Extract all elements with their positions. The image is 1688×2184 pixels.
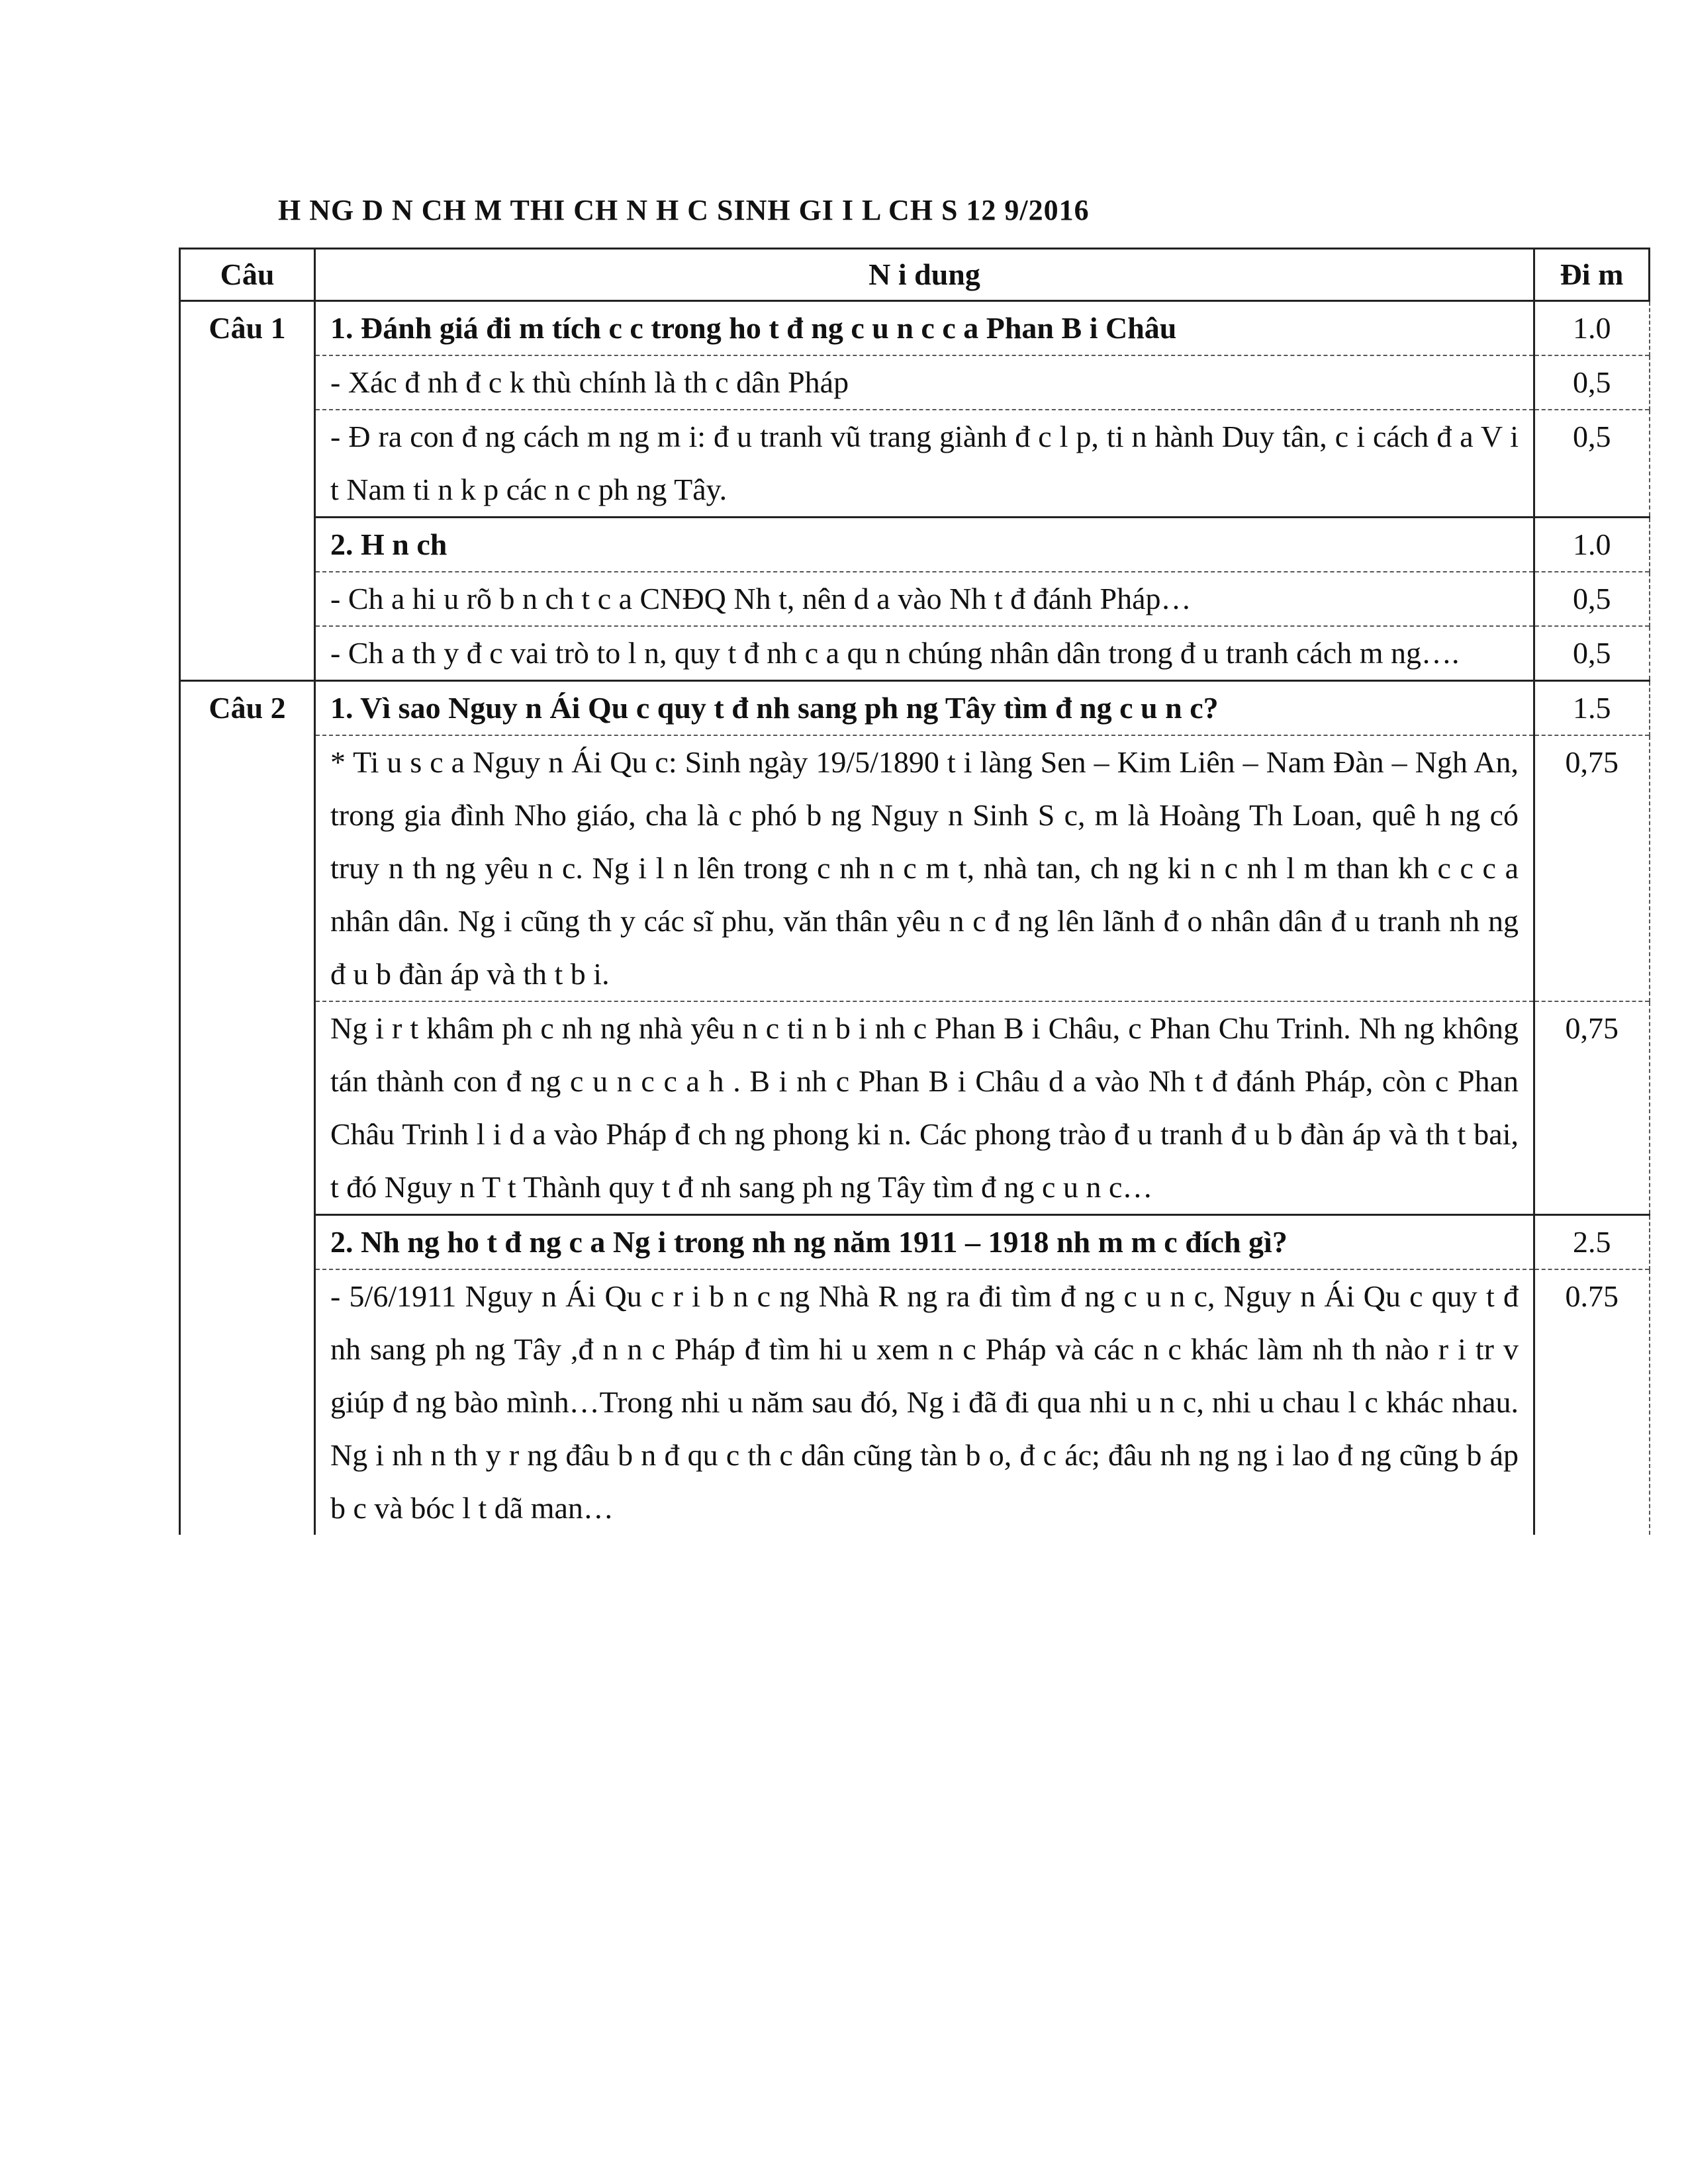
score-cell: 0,5 [1534,355,1650,410]
section-heading: 1. Đánh giá đi m tích c c trong ho t đ ng c u n c c a Phan B i Châu [315,301,1534,356]
score-cell: 1.5 [1534,681,1650,736]
content-cell: - Xác đ nh đ c k thù chính là th c dân Pháp [315,355,1534,410]
content-cell: - Ch a hi u rõ b n ch t c a CNĐQ Nh t, nên d a vào Nh t đ đánh Pháp… [315,572,1534,626]
header-question: Câu [180,249,315,301]
question-label: Câu 2 [180,681,315,1535]
section-heading: 2. H n ch [315,518,1534,572]
content-cell: * Ti u s c a Nguy n Ái Qu c: Sinh ngày 19/5/1890 t i làng Sen – Kim Liên – Nam Đàn – Ngh An, trong gia đình Nho giáo, cha là c phó b ng Nguy n Sinh S c, m là Hoàng Th Loan, quê h ng có truy n th ng yêu n c. Ng i l n lên trong c nh n c m t, nhà tan, ch ng ki n c nh l m than kh c c c a nhân dân. Ng i cũng th y các sĩ phu, văn thân yêu n c đ ng lên lãnh đ o nhân dân đ u tranh nh ng đ u b đàn áp và th t b i. [315,735,1534,1001]
table-header-row [180,249,1650,301]
table-row [180,626,1650,681]
score-cell: 0,5 [1534,410,1650,518]
header-content: N i dung [315,249,1534,301]
table-row [180,1001,1650,1215]
section-heading: 2. Nh ng ho t đ ng c a Ng i trong nh ng năm 1911 – 1918 nh m m c đích gì? [315,1215,1534,1270]
page-title: H NG D N CH M THI CH N H C SINH GI I L CH S 12 9/2016 [278,194,1090,226]
score-cell: 0,75 [1534,1001,1650,1215]
table-row [180,681,1650,736]
score-cell: 0,5 [1534,572,1650,626]
score-cell: 0.75 [1534,1269,1650,1535]
score-cell: 0,75 [1534,735,1650,1001]
table-row [180,572,1650,626]
score-cell: 1.0 [1534,301,1650,356]
content-cell: - 5/6/1911 Nguy n Ái Qu c r i b n c ng Nhà R ng ra đi tìm đ ng c u n c, Nguy n Ái Qu c quy t đ nh sang ph ng Tây ,đ n n c Pháp đ tìm hi u xem n c Pháp và các n c khác làm nh th nào r i tr v giúp đ ng bào mình…Trong nhi u năm sau đó, Ng i đã đi qua nhi u n c, nhi u chau l c khác nhau. Ng i nh n th y r ng đâu b n đ qu c th c dân cũng tàn b o, đ c ác; đâu nh ng ng i lao đ ng cũng b áp b c và bóc l t dã man… [315,1269,1534,1535]
table-row [180,518,1650,572]
grading-table [179,248,1650,1535]
section-heading: 1. Vì sao Nguy n Ái Qu c quy t đ nh sang ph ng Tây tìm đ ng c u n c? [315,681,1534,736]
table-row [180,1215,1650,1270]
score-cell: 1.0 [1534,518,1650,572]
score-cell: 2.5 [1534,1215,1650,1270]
table-row [180,410,1650,518]
content-cell: Ng i r t khâm ph c nh ng nhà yêu n c ti n b i nh c Phan B i Châu, c Phan Chu Trinh. Nh ng không tán thành con đ ng c u n c c a h . B i nh c Phan B i Châu d a vào Nh t đ đánh Pháp, còn c Phan Châu Trinh l i d a vào Pháp đ ch ng phong ki n. Các phong trào đ u tranh đ u b đàn áp và th t bai, t đó Nguy n T t Thành quy t đ nh sang ph ng Tây tìm đ ng c u n c… [315,1001,1534,1215]
question-label: Câu 1 [180,301,315,681]
header-score: Đi m [1534,249,1650,301]
content-cell: - Đ ra con đ ng cách m ng m i: đ u tranh vũ trang giành đ c l p, ti n hành Duy tân, c i cách đ a V i t Nam ti n k p các n c ph ng Tây. [315,410,1534,518]
content-cell: - Ch a th y đ c vai trò to l n, quy t đ nh c a qu n chúng nhân dân trong đ u tranh cách m ng…. [315,626,1534,681]
score-cell: 0,5 [1534,626,1650,681]
table-row [180,355,1650,410]
table-row [180,1269,1650,1535]
table-row [180,301,1650,356]
table-row [180,735,1650,1001]
